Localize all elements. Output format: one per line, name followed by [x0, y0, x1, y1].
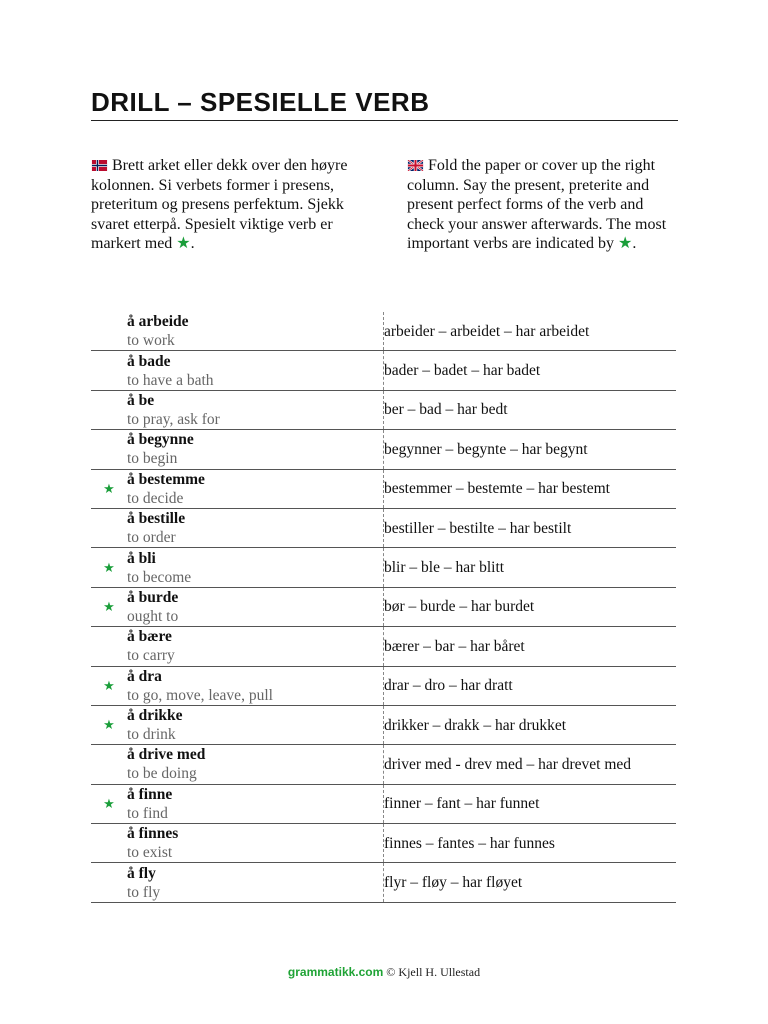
star-icon: ★	[176, 235, 191, 253]
verb-infinitive: å bære	[127, 628, 172, 646]
copyright-text: © Kjell H. Ullestad	[386, 965, 481, 979]
importance-star-icon: ★	[91, 469, 127, 508]
verb-forms: bærer – bar – har båret	[384, 627, 677, 666]
verb-infinitive: å begynne	[127, 431, 194, 449]
verb-cell	[127, 351, 384, 390]
page-title: DRILL – SPESIELLE VERB	[91, 86, 678, 121]
verb-translation: to drink	[127, 726, 176, 744]
intro-norwegian-text: Brett arket eller dekk over den høyre kolonnen. Si verbets former i presens, preteritum og presens perfektum. Sjekk svaret etterpå. Spesielt viktige verb er markert med	[91, 157, 348, 253]
table-row	[91, 745, 676, 784]
verb-translation: to pray, ask for	[127, 410, 220, 428]
verb-translation: to be doing	[127, 765, 197, 783]
verb-forms: driver med - drev med – har drevet med	[384, 745, 677, 784]
verb-cell	[127, 508, 384, 547]
verb-cell	[127, 784, 384, 823]
verb-forms: begynner – begynte – har begynt	[384, 430, 677, 469]
verb-cell	[127, 863, 384, 902]
verb-infinitive: å bli	[127, 549, 156, 567]
intro-norwegian: Brett arket eller dekk over den høyre kolonnen. Si verbets former i presens, preteritum og presens perfektum. Sjekk svaret etterpå. Spesielt viktige verb er markert med ★.	[91, 157, 348, 253]
verb-forms: arbeider – arbeidet – har arbeidet	[384, 312, 677, 351]
table-row	[91, 312, 676, 351]
importance-star-icon	[91, 824, 127, 863]
importance-star-icon	[91, 627, 127, 666]
verb-cell	[127, 587, 384, 626]
verb-infinitive: å bestemme	[127, 470, 205, 488]
verb-infinitive: å finne	[127, 785, 173, 803]
verb-forms: bestemmer – bestemte – har bestemt	[384, 469, 677, 508]
importance-star-icon: ★	[91, 666, 127, 705]
verb-translation: to order	[127, 529, 176, 547]
verb-translation: to fly	[127, 883, 161, 901]
verb-translation: to decide	[127, 489, 184, 507]
importance-star-icon	[91, 390, 127, 429]
verb-infinitive: å dra	[127, 667, 162, 685]
verb-infinitive: å bestille	[127, 510, 186, 528]
importance-star-icon	[91, 863, 127, 902]
verb-translation: to find	[127, 804, 168, 822]
verb-infinitive: å be	[127, 391, 155, 409]
verb-forms: finner – fant – har funnet	[384, 784, 677, 823]
verb-cell	[127, 469, 384, 508]
verb-translation: to begin	[127, 450, 178, 468]
verb-cell	[127, 666, 384, 705]
table-row	[91, 508, 676, 547]
verb-translation: ought to	[127, 607, 179, 625]
verb-infinitive: å arbeide	[127, 313, 189, 331]
verb-forms: drikker – drakk – har drukket	[384, 705, 677, 744]
table-row	[91, 863, 676, 902]
importance-star-icon	[91, 312, 127, 351]
table-row	[91, 784, 676, 823]
verb-cell	[127, 430, 384, 469]
importance-star-icon	[91, 351, 127, 390]
importance-star-icon: ★	[91, 548, 127, 587]
verb-cell	[127, 312, 384, 351]
table-row	[91, 430, 676, 469]
verb-cell	[127, 627, 384, 666]
verb-translation: to become	[127, 568, 192, 586]
star-icon: ★	[618, 235, 633, 253]
verb-cell	[127, 824, 384, 863]
verb-cell	[127, 745, 384, 784]
verb-translation: to exist	[127, 844, 173, 862]
verb-infinitive: å fly	[127, 864, 156, 882]
intro-english: Fold the paper or cover up the right column. Say the present, preterite and present perfect forms of the verb and check your answer afterwards. The most important verbs are indicated by ★.	[407, 157, 667, 253]
verb-translation: to go, move, leave, pull	[127, 686, 273, 704]
norwegian-flag-icon	[91, 160, 108, 171]
brand-link[interactable]: grammatikk.com	[287, 965, 384, 979]
importance-star-icon	[91, 745, 127, 784]
verb-cell	[127, 390, 384, 429]
verb-translation: to work	[127, 332, 175, 350]
uk-flag-icon	[407, 160, 424, 171]
table-row	[91, 548, 676, 587]
verb-forms: flyr – fløy – har fløyet	[384, 863, 677, 902]
verb-cell	[127, 705, 384, 744]
verb-infinitive: å finnes	[127, 825, 179, 843]
table-row	[91, 351, 676, 390]
verb-forms: blir – ble – har blitt	[384, 548, 677, 587]
table-row	[91, 627, 676, 666]
table-row	[91, 469, 676, 508]
importance-star-icon: ★	[91, 784, 127, 823]
table-row	[91, 587, 676, 626]
table-row	[91, 824, 676, 863]
verb-translation: to carry	[127, 647, 175, 665]
verb-forms: finnes – fantes – har funnes	[384, 824, 677, 863]
importance-star-icon: ★	[91, 587, 127, 626]
importance-star-icon	[91, 508, 127, 547]
importance-star-icon: ★	[91, 705, 127, 744]
verb-infinitive: å bade	[127, 352, 171, 370]
intro-english-text: Fold the paper or cover up the right column. Say the present, preterite and present perfect forms of the verb and check your answer afterwards. The most important verbs are indicated by	[407, 157, 667, 253]
table-row	[91, 666, 676, 705]
verb-translation: to have a bath	[127, 371, 214, 389]
footer	[0, 965, 768, 980]
verb-infinitive: å burde	[127, 588, 179, 606]
verb-forms: bader – badet – har badet	[384, 351, 677, 390]
table-row	[91, 390, 676, 429]
verb-forms: bestiller – bestilte – har bestilt	[384, 508, 677, 547]
verb-table	[91, 312, 676, 903]
verb-forms: drar – dro – har dratt	[384, 666, 677, 705]
importance-star-icon	[91, 430, 127, 469]
verb-infinitive: å drive med	[127, 746, 206, 764]
verb-forms: ber – bad – har bedt	[384, 390, 677, 429]
table-row	[91, 705, 676, 744]
verb-cell	[127, 548, 384, 587]
verb-infinitive: å drikke	[127, 707, 183, 725]
verb-forms: bør – burde – har burdet	[384, 587, 677, 626]
